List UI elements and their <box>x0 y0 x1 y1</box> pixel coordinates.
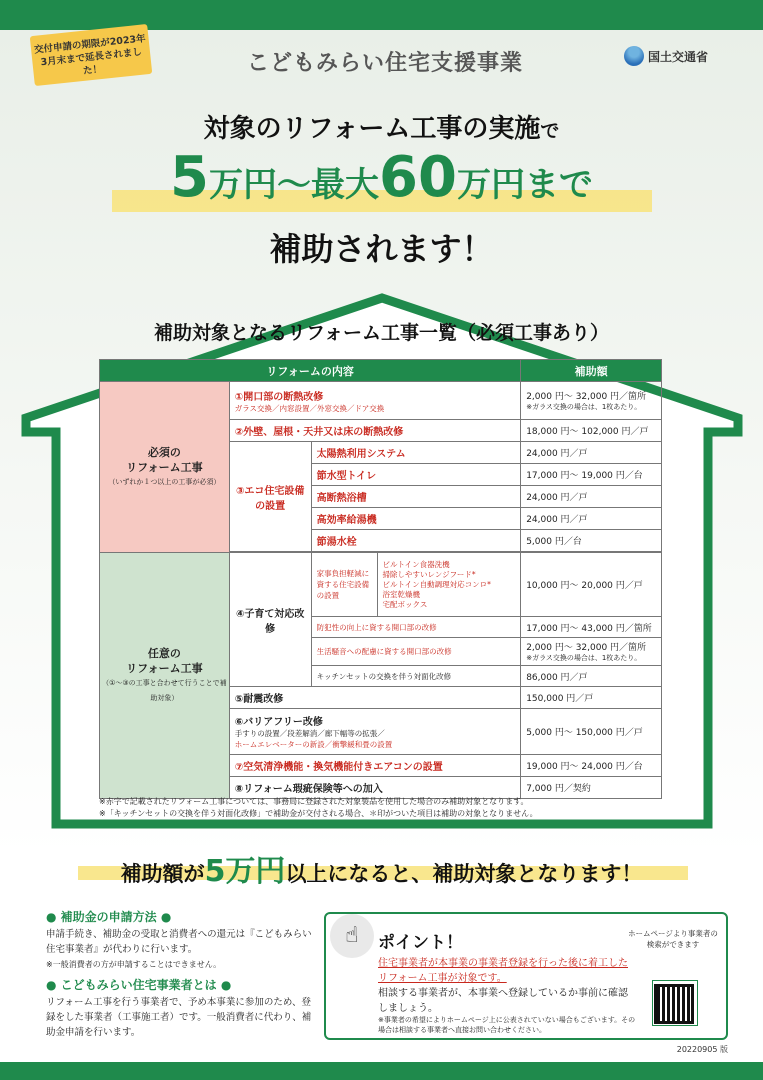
amount-cell: 24,000 円／戸 <box>521 486 662 508</box>
item-sub: ガラス交換／内窓設置／外窓交換／ドア交換 <box>234 403 385 413</box>
amount-cell: 7,000 円／契約 <box>521 777 662 799</box>
list-item: ③エコ住宅設備の設置 <box>229 442 311 552</box>
program-title: こどもみらい住宅支援事業 <box>246 51 523 76</box>
sub-item: 家事負担軽減に資する住宅設備の設置 <box>311 553 377 617</box>
homepage-label: ホームページより事業者の検索ができます <box>628 929 718 949</box>
list-item: ⑧リフォーム瑕疵保険等への加入 <box>229 777 520 799</box>
sub-item: 高効率給湯機 <box>311 508 521 530</box>
bottom-green-bar <box>0 1062 763 1080</box>
headline-amount <box>100 145 663 215</box>
deadline-notice-badge: 交付申請の期限が2023年3月末まで延長されました！ <box>30 24 153 86</box>
point-red-text: 住宅事業者が本事業の事業者登録を行った後に着工したリフォーム工事が対象です。 <box>378 958 628 984</box>
headline-line3: 補助されます！ <box>269 230 494 268</box>
amount-cell <box>521 638 662 666</box>
ministry-logo-icon <box>624 46 644 66</box>
application-note: ※一般消費者の方が申請することはできません。 <box>46 960 222 969</box>
amount-value: 2,000 円〜 32,000 円／箇所 <box>526 392 647 402</box>
table-row <box>100 382 662 420</box>
application-heading: ● 補助金の申請方法 ● <box>46 910 172 924</box>
application-info <box>46 910 316 1040</box>
banner-text-c: 以上になると、補助対象となります！ <box>285 862 643 886</box>
amount-cell <box>521 382 662 420</box>
required-category-note: （いずれか１つ以上の工事が必須） <box>108 477 221 486</box>
amount-suffix: 万円まで <box>456 165 593 205</box>
sub-item: 節水型トイレ <box>311 464 521 486</box>
ministry-label <box>624 46 708 66</box>
footnote-kitchen: ※「キッチンセットの交換を伴う対面化改修」で補助金が交付される場合、＊印がついた項目は補助の対象となりません。 <box>99 809 538 818</box>
list-item <box>229 709 520 755</box>
amount-cell: 17,000 円〜 19,000 円／台 <box>521 464 662 486</box>
sub-item: 高断熱浴槽 <box>311 486 521 508</box>
headline-line1-suffix: で <box>540 120 560 142</box>
amount-cell: 18,000 円〜 102,000 円／戸 <box>521 420 662 442</box>
amount-cell: 10,000 円〜 20,000 円／戸 <box>521 553 662 617</box>
sub-item: 太陽熱利用システム <box>311 442 521 464</box>
top-green-bar <box>0 0 763 30</box>
amount-cell: 86,000 円／戸 <box>521 666 662 687</box>
amount-cell: 24,000 円／戸 <box>521 442 662 464</box>
amount-cell: 24,000 円／戸 <box>521 508 662 530</box>
item-title: ①開口部の断熱改修 <box>234 391 324 403</box>
reform-table <box>99 359 662 799</box>
version-label: 20220905 版 <box>676 1045 728 1054</box>
list-item: ⑦空気清浄機能・換気機能付きエアコンの設置 <box>229 755 520 777</box>
sub-item-list: ビルトイン食器洗機 掃除しやすいレンジフード* ビルトイン自動調理対応コンロ* 浴室乾燥機 宅配ボックス <box>377 553 521 617</box>
operator-heading: ● こどもみらい住宅事業者とは ● <box>46 978 232 992</box>
operator-text: リフォーム工事を行う事業者で、予め本事業に参加のため、登録をした事業者（工事施工者）です。一般消費者に代わり、補助金申請を行います。 <box>46 997 312 1038</box>
table-footnotes <box>99 796 699 820</box>
point-body: 相談する事業者が、本事業へ登録しているか事前に確認しましょう。 <box>378 988 628 1014</box>
item-sub-red: ホームエレベーターの新設／衝撃緩和畳の設置 <box>234 740 393 749</box>
ministry-name: 国土交通省 <box>648 49 709 64</box>
list-item: ⑤耐震改修 <box>229 687 520 709</box>
amount-min: 5 <box>170 145 210 210</box>
col-content-header: リフォームの内容 <box>100 360 521 382</box>
headline-line1-main: 対象のリフォーム工事の実施 <box>203 114 541 144</box>
table-row <box>100 553 662 617</box>
list-item: ④子育て対応改修 <box>229 553 311 687</box>
required-category <box>100 382 230 553</box>
sub-item: 節湯水栓 <box>311 530 521 552</box>
optional-category-note: （①〜③の工事と合わせて行うことで補助対象） <box>102 678 227 702</box>
amount-max: 60 <box>379 145 457 210</box>
point-text <box>378 956 628 1016</box>
col-amount-header: 補助額 <box>521 360 662 382</box>
eligibility-banner <box>0 846 763 890</box>
item-sub: 手すりの設置／段差解消／廊下幅等の拡張／ <box>234 729 385 738</box>
amount-cell: 17,000 円〜 43,000 円／箇所 <box>521 617 662 638</box>
sub-item: キッチンセットの交換を伴う対面化改修 <box>311 666 521 687</box>
optional-category-label: 任意の リフォーム工事 <box>126 646 203 675</box>
optional-category <box>100 553 230 799</box>
amount-value: 2,000 円〜 32,000 円／箇所 <box>526 643 647 653</box>
amount-cell: 150,000 円／戸 <box>521 687 662 709</box>
application-text: 申請手続き、補助金の受取と消費者への還元は『こどもみらい住宅事業者』が代わりに行います。 <box>46 929 312 955</box>
amount-cell: 5,000 円〜 150,000 円／戸 <box>521 709 662 755</box>
point-title: ポイント！ <box>378 933 463 953</box>
table-header-row <box>100 360 662 382</box>
amount-cell: 5,000 円／台 <box>521 530 662 552</box>
banner-amount: 5万円 <box>204 854 286 889</box>
sub-item: 防犯性の向上に資する開口部の改修 <box>311 617 521 638</box>
point-note: ※事業者の希望によりホームページ上に公表されていない場合もございます。その場合は相談する事業者へ直接お問い合わせください。 <box>378 1016 636 1034</box>
amount-mid-text: 万円〜最大 <box>209 165 380 205</box>
list-item <box>229 382 520 420</box>
amount-cell: 19,000 円〜 24,000 円／台 <box>521 755 662 777</box>
headline-line1 <box>0 108 763 145</box>
reform-list-title: 補助対象となるリフォーム工事一覧（必須工事あり） <box>153 322 610 344</box>
footnote-red-text: ※赤字で記載されたリフォーム工事については、事務局に登録された対象製品を使用した場合のみ補助対象となります。 <box>99 797 529 806</box>
qr-code-pattern <box>654 984 694 1024</box>
required-category-label: 必須の リフォーム工事 <box>126 445 203 474</box>
sub-item: 生活騒音への配慮に資する開口部の改修 <box>311 638 521 666</box>
amount-note: ※ガラス交換の場合は、1枚あたり。 <box>526 654 642 662</box>
pointing-hand-icon: ☝ <box>330 914 374 958</box>
banner-text-a: 補助額が <box>120 862 205 886</box>
item-title: ⑥バリアフリー改修 <box>234 717 323 728</box>
amount-note: ※ガラス交換の場合は、1枚あたり。 <box>526 403 642 411</box>
list-item: ②外壁、屋根・天井又は床の断熱改修 <box>229 420 520 442</box>
